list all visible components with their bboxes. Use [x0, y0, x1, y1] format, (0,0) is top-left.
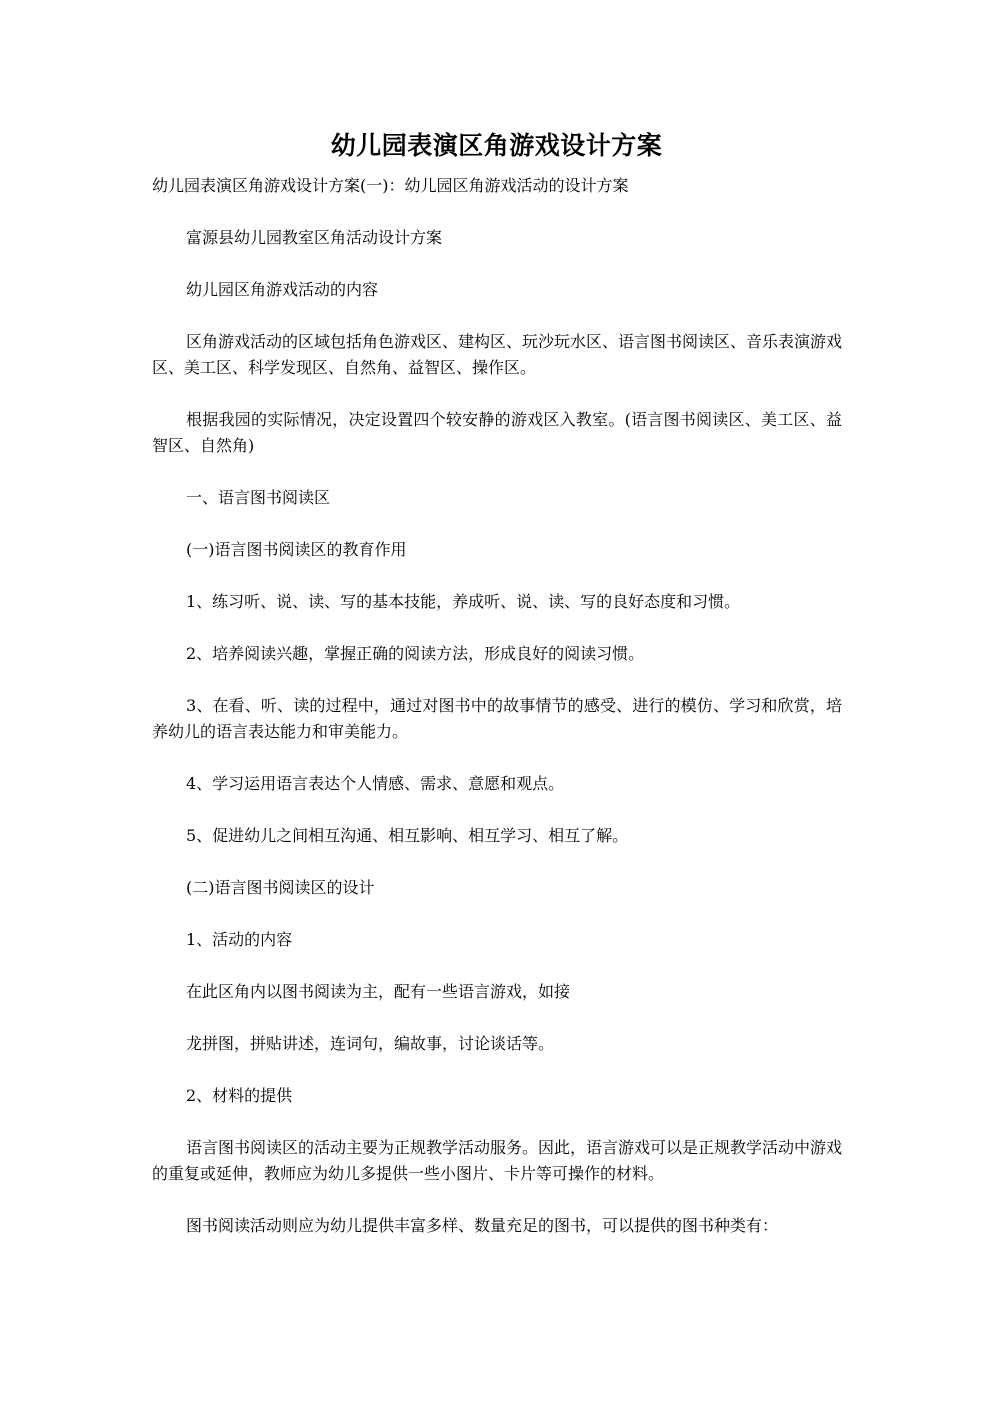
paragraph-activity-content: 在此区角内以图书阅读为主，配有一些语言游戏，如接 [186, 982, 571, 1001]
subsection-heading-design: (二)语言图书阅读区的设计 [186, 878, 375, 897]
paragraph-books: 图书阅读活动则应为幼儿提供丰富多样、数量充足的图书，可以提供的图书种类有： [186, 1216, 779, 1235]
paragraph-materials: 语言图书阅读区的活动主要为正规教学活动服务。因此，语言游戏可以是正规教学活动中游戏的重复或延伸，教师应为幼儿多提供一些小图片、卡片等可操作的材料。 [152, 1138, 843, 1183]
list-item-3: 3、在看、听、读的过程中，通过对图书中的故事情节的感受、进行的模仿、学习和欣赏，培养幼儿的语言表达能力和审美能力。 [152, 696, 842, 741]
paragraph-activity-content-cont: 龙拼图，拼贴讲述，连词句，编故事，讨论谈话等。 [186, 1034, 555, 1053]
paragraph-areas: 区角游戏活动的区域包括角色游戏区、建构区、玩沙玩水区、语言图书阅读区、音乐表演游戏区、美工区、科学发现区、自然角、益智区、操作区。 [152, 332, 843, 377]
paragraph-subtitle: 幼儿园表演区角游戏设计方案(一)：幼儿园区角游戏活动的设计方案 [152, 176, 629, 195]
list-item-4: 4、学习运用语言表达个人情感、需求、意愿和观点。 [186, 774, 565, 793]
document-title: 幼儿园表演区角游戏设计方案 [330, 131, 663, 160]
list-item-2: 2、培养阅读兴趣，掌握正确的阅读方法，形成良好的阅读习惯。 [186, 644, 645, 663]
design-item-2-heading: 2、材料的提供 [186, 1086, 293, 1105]
list-item-1: 1、练习听、说、读、写的基本技能，养成听、说、读、写的良好态度和习惯。 [186, 592, 741, 611]
subsection-heading-role: (一)语言图书阅读区的教育作用 [186, 540, 407, 559]
section-heading-reading-area: 一、语言图书阅读区 [186, 488, 331, 507]
paragraph-decision: 根据我园的实际情况，决定设置四个较安静的游戏区入教室。(语言图书阅读区、美工区、益智区、自然角) [152, 410, 842, 455]
design-item-1-heading: 1、活动的内容 [186, 930, 293, 949]
paragraph-content-heading: 幼儿园区角游戏活动的内容 [186, 280, 379, 299]
paragraph-county-plan: 富源县幼儿园教室区角活动设计方案 [186, 228, 443, 247]
list-item-5: 5、促进幼儿之间相互沟通、相互影响、相互学习、相互了解。 [186, 826, 629, 845]
